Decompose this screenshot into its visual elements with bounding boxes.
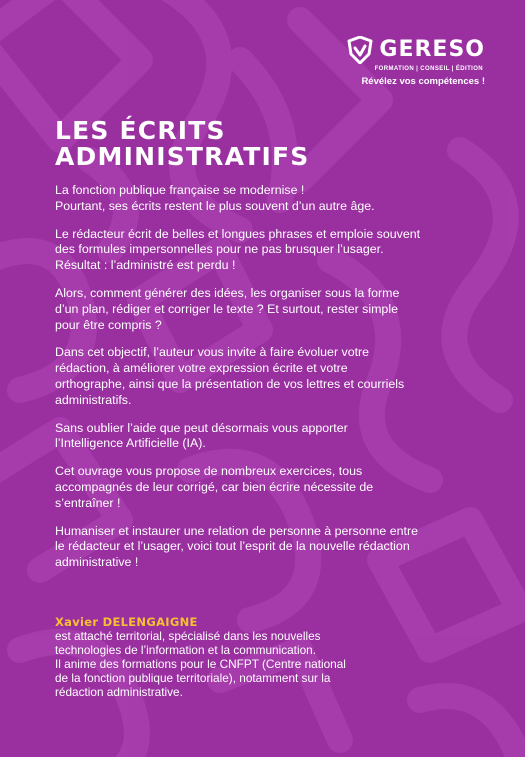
description-body — [55, 183, 450, 583]
paragraph-line: des formules impersonnelles pour ne pas brusquer l’usager. — [55, 242, 384, 257]
paragraph-line: pour être compris ? — [55, 317, 162, 332]
paragraph-line: Cet ouvrage vous propose de nombreux exercices, tous — [55, 464, 363, 479]
paragraph-line: administratifs. — [55, 392, 132, 407]
brand-name: GERESO — [379, 37, 485, 62]
brand-logo — [335, 36, 485, 72]
author-bio-line: Il anime des formations pour le CNFPT (Centre national — [55, 656, 346, 671]
paragraph — [55, 421, 450, 453]
author-name: Xavier DELENGAIGNE — [55, 615, 198, 629]
paragraph-line: l’Intelligence Artificielle (IA). — [55, 436, 206, 451]
paragraph — [55, 464, 450, 511]
paragraph-line: Pourtant, ses écrits restent le plus souvent d’un autre âge. — [55, 198, 375, 213]
author-bio-line: technologies de l’information et la communication. — [55, 642, 316, 657]
brand-subtitle: FORMATION | CONSEIL | ÉDITION — [374, 66, 483, 72]
shield-check-icon — [347, 36, 373, 64]
paragraph-line: Résultat : l’administré est perdu ! — [55, 258, 236, 273]
paragraph-line: Sans oublier l’aide que peut désormais vous apporter — [55, 420, 348, 435]
paragraph-line: accompagnés de leur corrigé, car bien écrire nécessite de — [55, 479, 374, 494]
author-bio — [55, 630, 455, 700]
paragraph — [55, 286, 450, 333]
paragraph — [55, 345, 450, 408]
paragraph-line: le rédacteur et l’usager, voici tout l’esprit de la nouvelle rédaction — [55, 539, 410, 554]
paragraph-line: s’entraîner ! — [55, 495, 121, 510]
paragraph — [55, 227, 450, 274]
title-line: ADMINISTRATIFS — [55, 142, 310, 171]
title-line: LES ÉCRITS — [55, 116, 226, 145]
paragraph-line: Alors, comment générer des idées, les organiser sous la forme — [55, 285, 400, 300]
paragraph-line: rédaction, à améliorer votre expression écrite et votre — [55, 361, 348, 376]
author-bio-line: rédaction administrative. — [55, 684, 183, 699]
brand-slogan: Révélez vos compétences ! — [361, 76, 485, 87]
paragraph — [55, 183, 450, 215]
author-section — [55, 615, 455, 700]
paragraph-line: d’un plan, rédiger et corriger le texte ? Et surtout, rester simple — [55, 301, 398, 316]
paragraph — [55, 524, 450, 571]
paragraph-line: orthographe, ainsi que la présentation de vos lettres et courriels — [55, 376, 405, 391]
paragraph-line: La fonction publique française se modernise ! — [55, 183, 305, 197]
paragraph-line: administrative ! — [55, 555, 139, 570]
author-bio-line: de la fonction publique territoriale), notamment sur la — [55, 670, 331, 685]
paragraph-line: Humaniser et instaurer une relation de personne à personne entre — [55, 523, 418, 538]
paragraph-line: Le rédacteur écrit de belles et longues phrases et emploie souvent — [55, 226, 421, 241]
page-title — [55, 118, 309, 170]
author-bio-line: est attaché territorial, spécialisé dans les nouvelles — [55, 629, 321, 643]
paragraph-line: Dans cet objectif, l’auteur vous invite à faire évoluer votre — [55, 345, 370, 360]
